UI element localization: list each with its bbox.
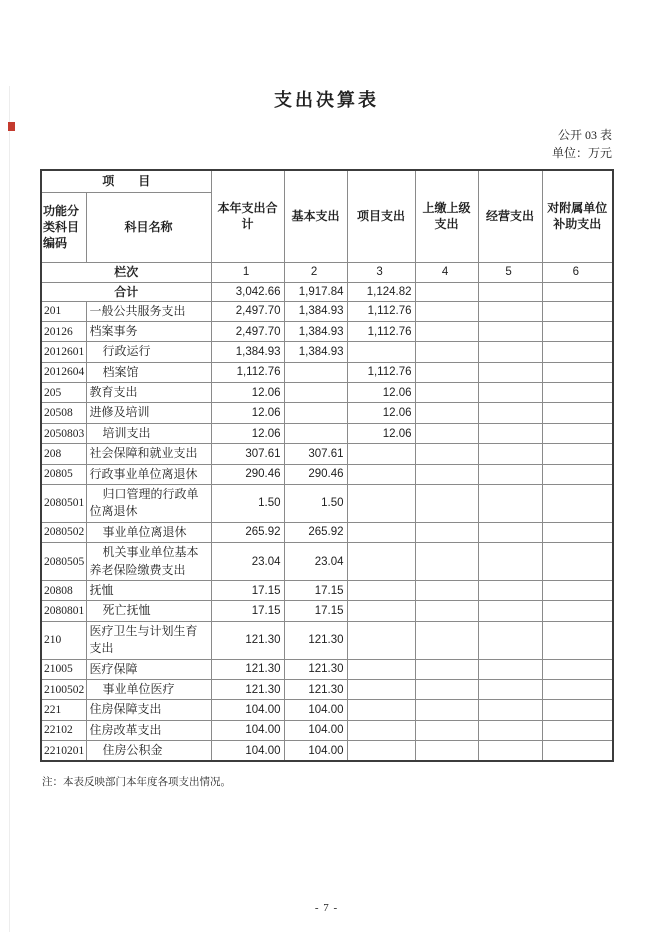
value-cell bbox=[347, 580, 415, 600]
value-cell bbox=[542, 720, 613, 740]
value-cell: 265.92 bbox=[284, 522, 347, 542]
value-cell bbox=[542, 700, 613, 720]
page-number: - 7 - bbox=[314, 902, 339, 914]
value-cell: 104.00 bbox=[284, 700, 347, 720]
subject-code-cell: 221 bbox=[41, 700, 86, 720]
subject-code-cell: 2012604 bbox=[41, 362, 86, 382]
value-cell bbox=[478, 485, 542, 523]
value-cell bbox=[478, 444, 542, 464]
rank-number: 3 bbox=[347, 262, 415, 282]
value-cell bbox=[284, 362, 347, 382]
value-cell bbox=[478, 301, 542, 321]
table-row bbox=[41, 543, 613, 581]
subject-code-cell: 2012601 bbox=[41, 342, 86, 362]
value-cell bbox=[542, 321, 613, 341]
rank-number: 5 bbox=[478, 262, 542, 282]
subject-name-cell: 行政事业单位离退休 bbox=[86, 464, 211, 484]
subject-code-cell: 205 bbox=[41, 383, 86, 403]
value-cell bbox=[542, 621, 613, 659]
subject-name-cell: 事业单位医疗 bbox=[86, 679, 211, 699]
subject-name-cell: 一般公共服务支出 bbox=[86, 301, 211, 321]
value-cell bbox=[478, 403, 542, 423]
value-cell: 23.04 bbox=[211, 543, 284, 581]
value-cell bbox=[478, 659, 542, 679]
value-cell bbox=[415, 444, 478, 464]
value-cell bbox=[415, 485, 478, 523]
subject-name-cell: 住房公积金 bbox=[86, 741, 211, 762]
value-cell: 1,384.93 bbox=[284, 321, 347, 341]
rank-number: 4 bbox=[415, 262, 478, 282]
red-marker bbox=[8, 122, 15, 131]
form-number: 公开 03 表 bbox=[557, 128, 612, 142]
subject-name-cell: 培训支出 bbox=[86, 423, 211, 443]
value-cell bbox=[478, 342, 542, 362]
total-cell: 3,042.66 bbox=[211, 282, 284, 301]
value-cell bbox=[347, 342, 415, 362]
subject-name-cell: 归口管理的行政单位离退休 bbox=[86, 485, 211, 523]
value-cell: 12.06 bbox=[347, 403, 415, 423]
value-cell: 307.61 bbox=[284, 444, 347, 464]
value-cell: 17.15 bbox=[211, 601, 284, 621]
value-cell: 104.00 bbox=[284, 720, 347, 740]
value-cell: 290.46 bbox=[211, 464, 284, 484]
subject-code-cell: 20508 bbox=[41, 403, 86, 423]
value-cell bbox=[542, 543, 613, 581]
page-edge-shadow bbox=[9, 86, 10, 932]
value-cell bbox=[347, 601, 415, 621]
value-cell bbox=[415, 741, 478, 762]
value-cell bbox=[415, 464, 478, 484]
total-cell: 1,917.84 bbox=[284, 282, 347, 301]
subject-name-cell: 事业单位离退休 bbox=[86, 522, 211, 542]
value-cell bbox=[415, 362, 478, 382]
rank-number: 2 bbox=[284, 262, 347, 282]
expenditure-table-wrap bbox=[40, 169, 653, 762]
value-cell: 1.50 bbox=[284, 485, 347, 523]
header-project: 项 目 bbox=[41, 170, 211, 192]
value-cell bbox=[542, 679, 613, 699]
value-cell: 12.06 bbox=[211, 383, 284, 403]
page-title: 支出决算表 bbox=[274, 90, 379, 110]
subject-code-cell: 210 bbox=[41, 621, 86, 659]
subject-name-cell: 档案事务 bbox=[86, 321, 211, 341]
value-cell bbox=[542, 464, 613, 484]
value-cell bbox=[347, 700, 415, 720]
value-cell: 121.30 bbox=[284, 621, 347, 659]
value-cell: 104.00 bbox=[284, 741, 347, 762]
subject-name-cell: 医疗保障 bbox=[86, 659, 211, 679]
total-cell: 1,124.82 bbox=[347, 282, 415, 301]
value-cell bbox=[415, 700, 478, 720]
header-rank: 栏次 bbox=[41, 262, 211, 282]
value-cell: 121.30 bbox=[284, 659, 347, 679]
header-subject-name: 科目名称 bbox=[86, 192, 211, 262]
value-cell: 121.30 bbox=[211, 679, 284, 699]
header-code: 功能分类科目编码 bbox=[41, 192, 86, 262]
subject-code-cell: 2080502 bbox=[41, 522, 86, 542]
rank-number: 6 bbox=[542, 262, 613, 282]
value-cell bbox=[542, 601, 613, 621]
subject-name-cell: 档案馆 bbox=[86, 362, 211, 382]
table-row bbox=[41, 301, 613, 321]
value-cell bbox=[542, 522, 613, 542]
value-cell bbox=[415, 679, 478, 699]
value-cell bbox=[478, 423, 542, 443]
value-cell bbox=[347, 741, 415, 762]
subject-code-cell: 22102 bbox=[41, 720, 86, 740]
header-col-upper: 上缴上级支出 bbox=[415, 170, 478, 262]
table-row bbox=[41, 659, 613, 679]
value-cell: 121.30 bbox=[284, 679, 347, 699]
value-cell: 1,112.76 bbox=[347, 362, 415, 382]
value-cell bbox=[478, 700, 542, 720]
value-cell bbox=[478, 522, 542, 542]
header-col-operating: 经营支出 bbox=[478, 170, 542, 262]
table-row bbox=[41, 362, 613, 382]
subject-name-cell: 教育支出 bbox=[86, 383, 211, 403]
value-cell bbox=[284, 403, 347, 423]
value-cell bbox=[347, 464, 415, 484]
subject-name-cell: 进修及培训 bbox=[86, 403, 211, 423]
value-cell: 1,112.76 bbox=[211, 362, 284, 382]
value-cell bbox=[478, 621, 542, 659]
subject-name-cell: 行政运行 bbox=[86, 342, 211, 362]
table-row bbox=[41, 403, 613, 423]
value-cell bbox=[478, 741, 542, 762]
subject-code-cell: 2100502 bbox=[41, 679, 86, 699]
value-cell: 17.15 bbox=[284, 601, 347, 621]
value-cell bbox=[542, 741, 613, 762]
value-cell: 17.15 bbox=[211, 580, 284, 600]
value-cell bbox=[478, 580, 542, 600]
value-cell bbox=[415, 522, 478, 542]
header-col-total: 本年支出合计 bbox=[211, 170, 284, 262]
value-cell: 1.50 bbox=[211, 485, 284, 523]
value-cell bbox=[415, 720, 478, 740]
value-cell: 104.00 bbox=[211, 741, 284, 762]
value-cell bbox=[415, 423, 478, 443]
subject-name-cell: 住房改革支出 bbox=[86, 720, 211, 740]
value-cell: 307.61 bbox=[211, 444, 284, 464]
value-cell bbox=[284, 383, 347, 403]
value-cell: 265.92 bbox=[211, 522, 284, 542]
value-cell bbox=[542, 342, 613, 362]
value-cell bbox=[347, 621, 415, 659]
subject-code-cell: 201 bbox=[41, 301, 86, 321]
value-cell: 2,497.70 bbox=[211, 301, 284, 321]
document-page bbox=[0, 86, 653, 932]
value-cell bbox=[415, 403, 478, 423]
value-cell bbox=[542, 423, 613, 443]
value-cell bbox=[542, 444, 613, 464]
value-cell: 1,112.76 bbox=[347, 301, 415, 321]
value-cell bbox=[542, 301, 613, 321]
subject-name-cell: 社会保障和就业支出 bbox=[86, 444, 211, 464]
value-cell bbox=[478, 601, 542, 621]
value-cell: 104.00 bbox=[211, 700, 284, 720]
value-cell: 1,384.93 bbox=[284, 301, 347, 321]
value-cell bbox=[415, 621, 478, 659]
subject-code-cell: 2050803 bbox=[41, 423, 86, 443]
expenditure-table bbox=[40, 169, 614, 762]
value-cell bbox=[478, 321, 542, 341]
header-col-project-exp: 项目支出 bbox=[347, 170, 415, 262]
table-row bbox=[41, 321, 613, 341]
table-row bbox=[41, 522, 613, 542]
value-cell bbox=[542, 383, 613, 403]
value-cell bbox=[347, 659, 415, 679]
subject-name-cell: 死亡抚恤 bbox=[86, 601, 211, 621]
value-cell bbox=[415, 543, 478, 581]
value-cell bbox=[415, 601, 478, 621]
subject-code-cell: 20808 bbox=[41, 580, 86, 600]
value-cell bbox=[542, 485, 613, 523]
value-cell: 104.00 bbox=[211, 720, 284, 740]
subject-code-cell: 208 bbox=[41, 444, 86, 464]
value-cell bbox=[347, 543, 415, 581]
value-cell bbox=[478, 543, 542, 581]
value-cell: 1,112.76 bbox=[347, 321, 415, 341]
value-cell: 12.06 bbox=[347, 383, 415, 403]
value-cell bbox=[347, 679, 415, 699]
total-row bbox=[41, 282, 613, 301]
value-cell bbox=[347, 444, 415, 464]
subject-name-cell: 抚恤 bbox=[86, 580, 211, 600]
table-row bbox=[41, 423, 613, 443]
value-cell bbox=[415, 321, 478, 341]
value-cell bbox=[347, 720, 415, 740]
value-cell bbox=[542, 580, 613, 600]
value-cell bbox=[478, 720, 542, 740]
value-cell bbox=[478, 362, 542, 382]
value-cell: 17.15 bbox=[284, 580, 347, 600]
subject-name-cell: 住房保障支出 bbox=[86, 700, 211, 720]
value-cell: 12.06 bbox=[211, 403, 284, 423]
value-cell: 1,384.93 bbox=[284, 342, 347, 362]
value-cell: 23.04 bbox=[284, 543, 347, 581]
value-cell bbox=[415, 383, 478, 403]
subject-code-cell: 2210201 bbox=[41, 741, 86, 762]
subject-code-cell: 2080505 bbox=[41, 543, 86, 581]
value-cell bbox=[478, 383, 542, 403]
header-col-basic: 基本支出 bbox=[284, 170, 347, 262]
table-row bbox=[41, 741, 613, 762]
value-cell bbox=[347, 485, 415, 523]
total-cell bbox=[415, 282, 478, 301]
value-cell bbox=[415, 659, 478, 679]
subject-name-cell: 医疗卫生与计划生育支出 bbox=[86, 621, 211, 659]
value-cell bbox=[542, 659, 613, 679]
table-body bbox=[41, 282, 613, 761]
value-cell: 12.06 bbox=[347, 423, 415, 443]
value-cell: 290.46 bbox=[284, 464, 347, 484]
table-row bbox=[41, 342, 613, 362]
subject-code-cell: 21005 bbox=[41, 659, 86, 679]
value-cell bbox=[415, 301, 478, 321]
value-cell: 12.06 bbox=[211, 423, 284, 443]
table-row bbox=[41, 720, 613, 740]
value-cell bbox=[347, 522, 415, 542]
rank-number: 1 bbox=[211, 262, 284, 282]
value-cell bbox=[415, 342, 478, 362]
total-cell bbox=[542, 282, 613, 301]
total-row-label: 合计 bbox=[41, 282, 211, 301]
total-cell bbox=[478, 282, 542, 301]
table-row bbox=[41, 383, 613, 403]
table-row bbox=[41, 679, 613, 699]
value-cell: 121.30 bbox=[211, 621, 284, 659]
value-cell: 2,497.70 bbox=[211, 321, 284, 341]
table-row bbox=[41, 464, 613, 484]
value-cell bbox=[415, 580, 478, 600]
table-row bbox=[41, 444, 613, 464]
value-cell bbox=[478, 679, 542, 699]
value-cell: 1,384.93 bbox=[211, 342, 284, 362]
table-row bbox=[41, 621, 613, 659]
unit-label: 单位：万元 bbox=[551, 146, 612, 160]
table-meta bbox=[0, 126, 612, 162]
subject-code-cell: 2080801 bbox=[41, 601, 86, 621]
table-row bbox=[41, 485, 613, 523]
table-row bbox=[41, 601, 613, 621]
subject-code-cell: 20805 bbox=[41, 464, 86, 484]
value-cell bbox=[284, 423, 347, 443]
subject-code-cell: 2080501 bbox=[41, 485, 86, 523]
subject-code-cell: 20126 bbox=[41, 321, 86, 341]
value-cell bbox=[478, 464, 542, 484]
subject-name-cell: 机关事业单位基本养老保险缴费支出 bbox=[86, 543, 211, 581]
value-cell: 121.30 bbox=[211, 659, 284, 679]
header-col-subsidy: 对附属单位补助支出 bbox=[542, 170, 613, 262]
table-row bbox=[41, 700, 613, 720]
value-cell bbox=[542, 362, 613, 382]
value-cell bbox=[542, 403, 613, 423]
footnote: 注：本表反映部门本年度各项支出情况。 bbox=[42, 777, 231, 789]
table-row bbox=[41, 580, 613, 600]
